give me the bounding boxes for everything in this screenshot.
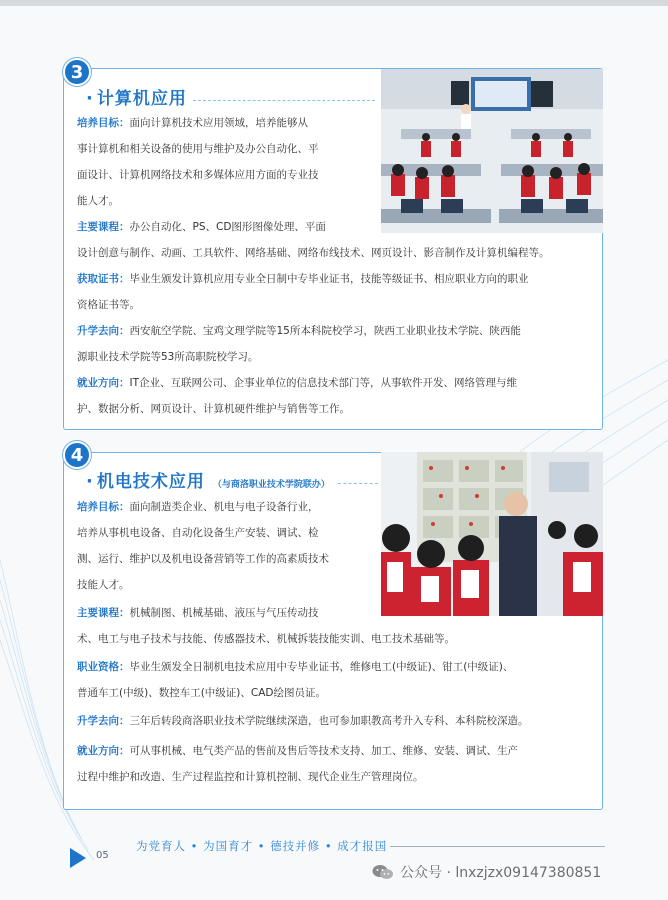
para-line: 培养从事机电设备、自动化设备生产安装、调试、检 (77, 527, 319, 539)
footer-slogan: 为党育人 • 为国育才 • 德技并修 • 成才报国 (136, 839, 388, 853)
section-title-row (86, 84, 187, 109)
para-label: 就业方向： (77, 745, 130, 757)
para-label: 就业方向： (77, 377, 130, 389)
para-line: 毕业生颁发全日制机电技术应用中专毕业证书，维修电工(中级证)、钳工(中级证)、 (129, 661, 514, 673)
para-label: 培养目标： (77, 501, 130, 513)
para-line: 源职业技术学院等53所高职院校学习。 (77, 351, 259, 363)
para-training-goal (77, 110, 375, 214)
para-line: 能人才。 (77, 195, 119, 207)
para-line: 测、运行、维护以及机电设备营销等工作的高素质技术 (77, 553, 329, 565)
para-label: 升学去向： (77, 715, 130, 727)
title-bullet: · (86, 88, 93, 109)
title-dashed-rule (338, 483, 378, 484)
para-line: 过程中维护和改造、生产过程监控和计算机控制、现代企业生产管理岗位。 (77, 771, 424, 783)
para-line: 面设计、计算机网络技术和多媒体应用方面的专业技 (77, 169, 319, 181)
classroom-photo (381, 69, 603, 233)
para-employment (77, 370, 597, 422)
section-title: 计算机应用 (96, 89, 187, 109)
para-line: 西安航空学院、宝鸡文理学院等15所本科院校学习，陕西工业职业技术学院、陕西能 (129, 325, 521, 337)
para-employment (77, 738, 597, 790)
para-main-courses (77, 214, 597, 266)
para-line: 普通车工(中级)、数控车工(中级证)、CAD绘图员证。 (77, 687, 326, 699)
para-line: 护、数据分析、网页设计、计算机硬件维护与销售等工作。 (77, 403, 350, 415)
para-further-study (77, 318, 597, 370)
footer-rule (390, 846, 605, 847)
para-line: 设计创意与制作、动画、工具软件、网络基础、网络布线技术、网页设计、影音制作及计算机编程等。 (77, 247, 550, 259)
section-title-row (86, 467, 330, 492)
para-line: 面向计算机技术应用领域，培养能够从 (129, 117, 308, 129)
para-line: 事计算机和相关设备的使用与维护及办公自动化、平 (77, 143, 319, 155)
watermark-text: 公众号 · lnxzjzx09147380851 (400, 865, 602, 881)
para-label: 培养目标： (77, 117, 130, 129)
para-label: 升学去向： (77, 325, 130, 337)
para-further-study (77, 708, 597, 734)
para-main-courses (77, 600, 597, 652)
para-label: 获取证书： (77, 273, 130, 285)
para-line: 资格证书等。 (77, 299, 140, 311)
para-line: 术、电工与电子技术与技能、传感器技术、机械拆装技能实训、电工技术基础等。 (77, 633, 455, 645)
section-title: 机电技术应用 (96, 472, 205, 492)
electrical-lab-photo-icon (381, 452, 603, 616)
para-line: IT企业、互联网公司、企事业单位的信息技术部门等，从事软件开发、网络管理与维 (129, 377, 518, 389)
section-subtitle: （与商洛职业技术学院联办） (212, 480, 330, 490)
computer-lab-photo-icon (381, 69, 603, 233)
para-training-goal (77, 494, 375, 598)
section-number-badge: 4 (63, 441, 91, 469)
para-label: 主要课程： (77, 607, 130, 619)
title-dashed-rule (193, 100, 375, 101)
para-line: 三年后转段商洛职业技术学院继续深造，也可参加职教高考升入专科、本科院校深造。 (129, 715, 529, 727)
para-line: 技能人才。 (77, 579, 130, 591)
para-label: 主要课程： (77, 221, 130, 233)
para-certificates (77, 266, 597, 318)
watermark (372, 862, 601, 882)
title-bullet: · (86, 471, 93, 492)
para-line: 毕业生颁发计算机应用专业全日制中专毕业证书，技能等级证书、相应职业方向的职业 (129, 273, 529, 285)
workshop-photo (381, 452, 603, 616)
para-label: 职业资格： (77, 661, 130, 673)
para-line: 办公自动化、PS、CD图形图像处理、平面 (129, 221, 326, 233)
wechat-icon (372, 864, 394, 880)
play-arrow-icon (70, 848, 86, 868)
para-line: 机械制图、机械基础、液压与气压传动技 (129, 607, 319, 619)
para-line: 面向制造类企业、机电与电子设备行业， (129, 501, 319, 513)
para-qualifications (77, 654, 597, 706)
section-number-badge: 3 (63, 58, 91, 86)
para-line: 可从事机械、电气类产品的售前及售后等技术支持、加工、维修、安装、调试、生产 (129, 745, 518, 757)
page-number: 05 (96, 850, 109, 861)
